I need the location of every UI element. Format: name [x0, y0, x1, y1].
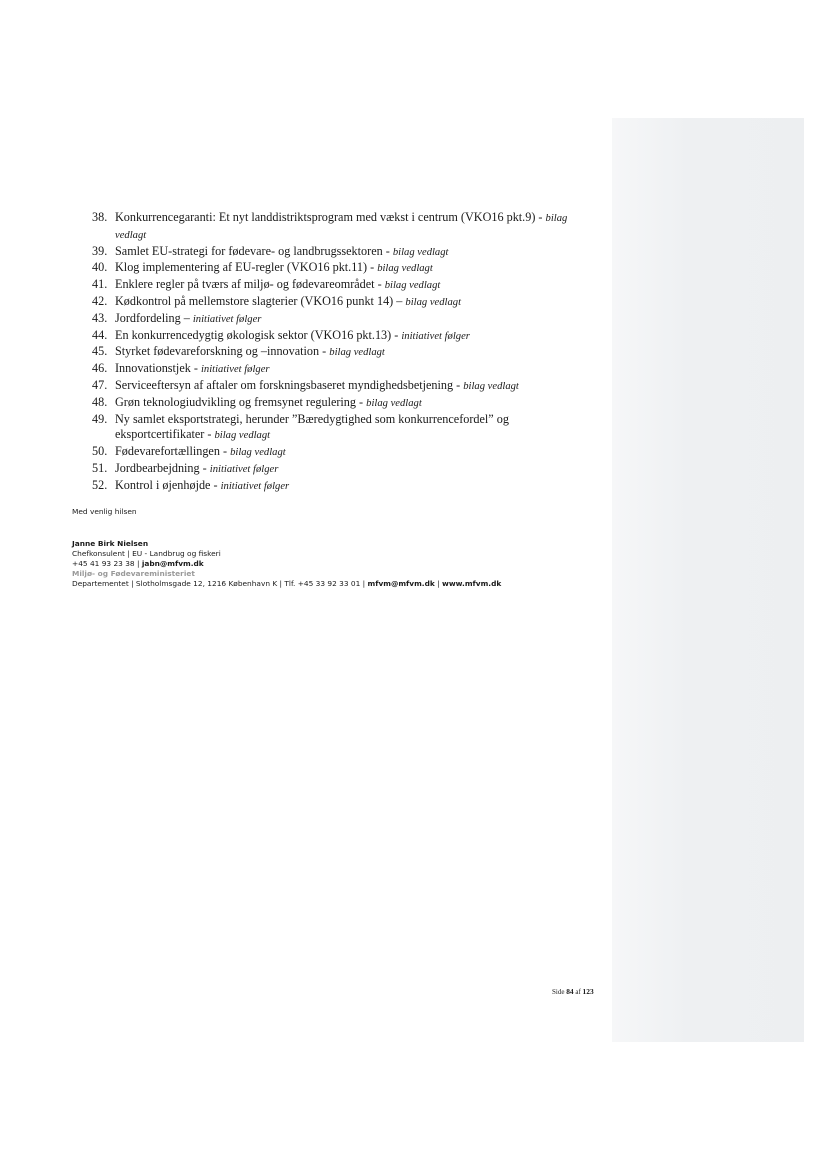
item-text: Klog implementering af EU-regler (VKO16 pkt.11) - [115, 260, 378, 275]
list-item [92, 478, 592, 495]
signer-contact [72, 559, 501, 569]
item-number: 41. [92, 277, 108, 292]
ministry-name: Miljø- og Fødevareministeriet [72, 569, 195, 579]
item-number: 40. [92, 260, 108, 275]
closing-greeting: Med venlig hilsen [72, 507, 137, 516]
item-text: Serviceeftersyn af aftaler om forskningsbaseret myndighedsbetjening - [115, 377, 464, 392]
item-number: 43. [92, 310, 108, 325]
list-item [92, 277, 592, 294]
item-note: bilag vedlagt [463, 380, 519, 392]
list-item [92, 461, 592, 478]
ministry-address-line [72, 579, 501, 589]
item-text: Grøn teknologiudvikling og fremsynet regulering - [115, 394, 367, 409]
item-note: bilag vedlagt [405, 296, 462, 308]
item-number: 51. [92, 460, 108, 475]
item-note: initiativet følger [401, 330, 470, 342]
item-text: Kontrol i øjenhøjde - [115, 477, 221, 492]
item-note: bilag vedlagt [384, 280, 441, 292]
list-item [92, 412, 592, 445]
list-item [92, 294, 592, 311]
list-item [92, 244, 592, 261]
item-note: bilag vedlagt [366, 397, 422, 409]
item-number: 52. [92, 477, 108, 492]
item-note: initiativet følger [209, 463, 279, 475]
page-number [552, 987, 594, 996]
signer-title: Chefkonsulent | EU - Landbrug og fiskeri [72, 548, 221, 558]
item-number: 45. [92, 344, 108, 359]
list-item [92, 361, 592, 378]
item-number: 48. [92, 394, 108, 409]
item-note: bilag vedlagt [214, 430, 271, 442]
item-text: Kødkontrol på mellemstore slagterier (VKO16 punkt 14) – [115, 293, 406, 308]
ministry-website-link[interactable]: www.mfvm.dk [442, 579, 502, 589]
item-number: 46. [92, 361, 108, 376]
signer-name: Janne Birk Nielsen [72, 539, 149, 548]
page-middle: af [573, 988, 583, 996]
signer-phone: +45 41 93 23 38 | [72, 558, 142, 568]
list-item [92, 311, 592, 328]
list-item [92, 444, 592, 461]
item-number: 50. [92, 444, 108, 459]
list-item [92, 210, 592, 244]
item-note: bilag vedlagt [392, 246, 449, 258]
item-note: bilag vedlagt [329, 347, 385, 359]
item-text: Innovationstjek - [115, 361, 201, 376]
initiative-list [92, 210, 592, 495]
item-note: bilag vedlagt [115, 213, 568, 241]
item-number: 47. [92, 377, 108, 392]
list-item [92, 260, 592, 277]
list-item [92, 328, 592, 345]
item-number: 38. [92, 210, 108, 224]
item-text: Konkurrencegaranti: Et nyt landdistriktsprogram med vækst i centrum (VKO16 pkt.9) - [115, 210, 546, 224]
item-number: 42. [92, 293, 108, 308]
list-item [92, 378, 592, 395]
item-number: 44. [92, 327, 108, 342]
item-note: initiativet følger [220, 480, 290, 492]
signer-email-link[interactable]: jabn@mfvm.dk [141, 558, 204, 568]
separator: | [434, 579, 443, 589]
item-note: initiativet følger [192, 313, 262, 325]
page-total: 123 [582, 987, 594, 996]
item-note: bilag vedlagt [230, 447, 286, 459]
signature-block [72, 539, 501, 589]
item-text: Styrket fødevareforskning og –innovation - [115, 344, 330, 359]
item-text: Ny samlet eksportstrategi, herunder ”Bæredygtighed som konkurrencefordel” og eksportcertifikater - [115, 411, 509, 442]
item-text: Fødevarefortællingen - [115, 444, 231, 459]
ministry-email-link[interactable]: mfvm@mfvm.dk [367, 579, 435, 589]
ministry-address: Departementet | Slotholmsgade 12, 1216 København K | Tlf. +45 33 92 33 01 | [72, 579, 368, 589]
item-note: initiativet følger [200, 364, 270, 376]
item-text: Jordbearbejdning - [115, 460, 210, 475]
item-number: 39. [92, 243, 108, 258]
item-text: Samlet EU-strategi for fødevare- og landbrugssektoren - [115, 243, 393, 258]
page-prefix: Side [552, 988, 567, 996]
item-number: 49. [92, 411, 108, 426]
item-text: En konkurrencedygtig økologisk sektor (VKO16 pkt.13) - [115, 327, 402, 342]
item-note: bilag vedlagt [377, 263, 433, 275]
list-item [92, 344, 592, 361]
page-current: 84 [566, 987, 574, 996]
item-text: Jordfordeling – [115, 310, 193, 325]
item-text: Enklere regler på tværs af miljø- og fødevareområdet - [115, 277, 385, 292]
page-shadow [612, 118, 804, 1042]
list-item [92, 395, 592, 412]
